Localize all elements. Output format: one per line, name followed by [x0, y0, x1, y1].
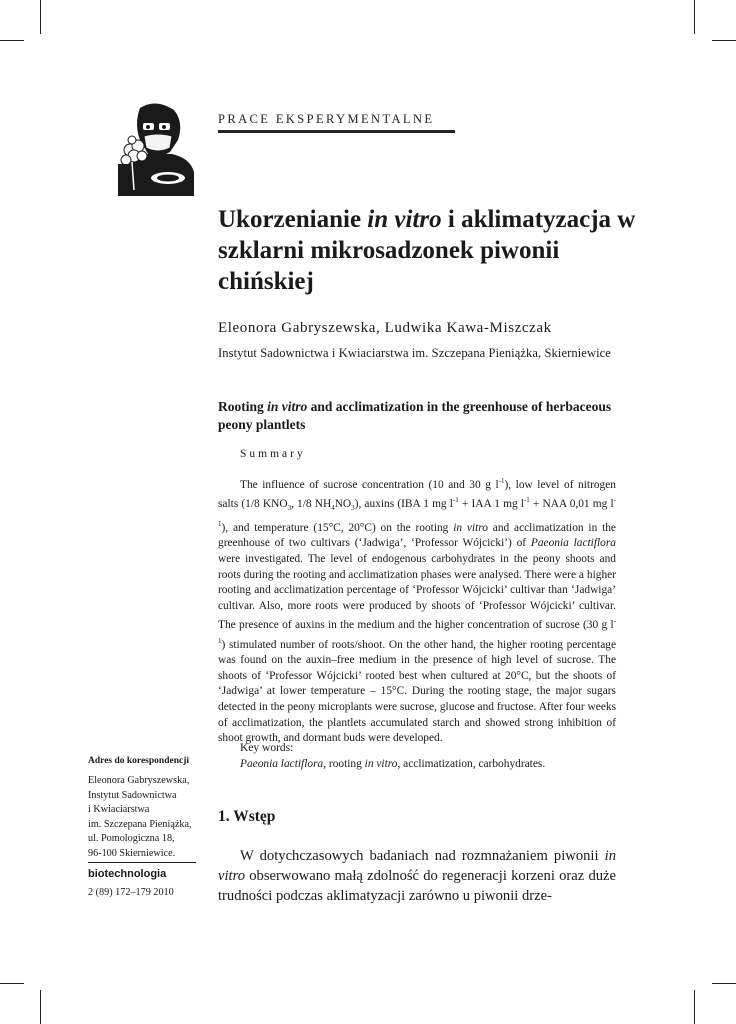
- crop-mark: [694, 0, 695, 34]
- crop-mark: [40, 990, 41, 1024]
- keywords-list: Paeonia lactiflora, rooting in vitro, acclimatization, carbohydrates.: [240, 758, 546, 770]
- scientist-with-plant-icon: [112, 100, 196, 196]
- crop-mark: [0, 983, 24, 984]
- abstract-text: The influence of sucrose concentration (10 and 30 g $l^{-1}$), low level of nitrogen salts (1/8 $KNO_3$, 1/8 $NH_4NO_3$), auxins (IBA 1 mg $l^{-1}$ + IAA 1 mg $l^{-1}$ + NAA 0,01 mg $l^{-1}$), and temperature (15°C, 20°C) on the rooting in vitro and acclimatization in the greenhouse of two cultivars (‘Jadwiga’, ‘Professor Wójcicki’) of Paeonia lactiflora were investigated. The level of endogenous carbohydrates in the peony shoots and roots during the rooting and acclimatization phases were analysed. There were a higher rooting and acclimatization percentage of ‘Professor Wójcicki’ cultivar than ‘Jadwiga’ cultivar. Also, more roots were produced by shoots of ‘Professor Wójcicki’ cultivar. The presence of auxins in the medium and the higher concentration of sucrose (30 g $l^{-1}$) stimulated number of roots/shoot. On the other hand, the higher rooting percentage was found on the auxin–free medium in the presence of high level of sucrose. The shoots of ‘Professor Wójcicki’ rooted best when cultured at 20°C, but the shoots of ‘Jadwiga’ at lower temperature – 15°C. During the rooting stage, the major sugars detected in the peony microplants were sucrose, glucose and fructose. After four weeks of acclimatization, the plantlets accumulated starch and showed strong inhibition of shoot growth, and dormant buds were developed.: [218, 477, 617, 745]
- article-title: Ukorzenianie in vitro i aklimatyzacja w szklarni mikrosadzonek piwonii chińskiej: [218, 206, 636, 295]
- crop-mark: [0, 40, 24, 41]
- journal-reference: 2 (89) 172–179 2010: [88, 887, 174, 898]
- address-line: ul. Pomologiczna 18,: [88, 833, 175, 845]
- crop-mark: [712, 983, 736, 984]
- section-label: PRACE EKSPERYMENTALNE: [218, 112, 435, 126]
- address-line: 96-100 Skierniewice.: [88, 847, 176, 859]
- summary-heading: Summary: [240, 448, 306, 460]
- address-line: Instytut Sadownictwa: [88, 789, 177, 801]
- sidebar-rule: [88, 862, 196, 863]
- correspondence-heading: Adres do korespondencji: [88, 756, 189, 766]
- address-line: i Kwiaciarstwa: [88, 804, 150, 816]
- address-line: Eleonora Gabryszewska,: [88, 775, 190, 786]
- crop-mark: [694, 990, 695, 1024]
- crop-mark: [40, 0, 41, 34]
- english-title: Rooting in vitro and acclimatization in the greenhouse of herbaceous peony plantlets: [218, 399, 612, 432]
- address-line: im. Szczepana Pieniążka,: [88, 818, 192, 830]
- intro-text: W dotychczasowych badaniach nad rozmnażaniem piwonii in vitro obserwowano małą zdolność do regeneracji korzeni oraz duże trudności podczas aklimatyzacji zarówno u piwonii drze-: [218, 848, 616, 904]
- authors: Eleonora Gabryszewska, Ludwika Kawa-Miszczak: [218, 320, 552, 336]
- section-heading: 1. Wstęp: [218, 808, 276, 825]
- correspondence-address: [88, 774, 192, 862]
- affiliation: Instytut Sadownictwa i Kwiaciarstwa im. Szczepana Pieniążka, Skierniewice: [218, 346, 611, 360]
- section-rule: [218, 130, 455, 133]
- crop-mark: [712, 40, 736, 41]
- keywords-heading: Key words:: [240, 742, 294, 754]
- journal-name: biotechnologia: [88, 868, 167, 880]
